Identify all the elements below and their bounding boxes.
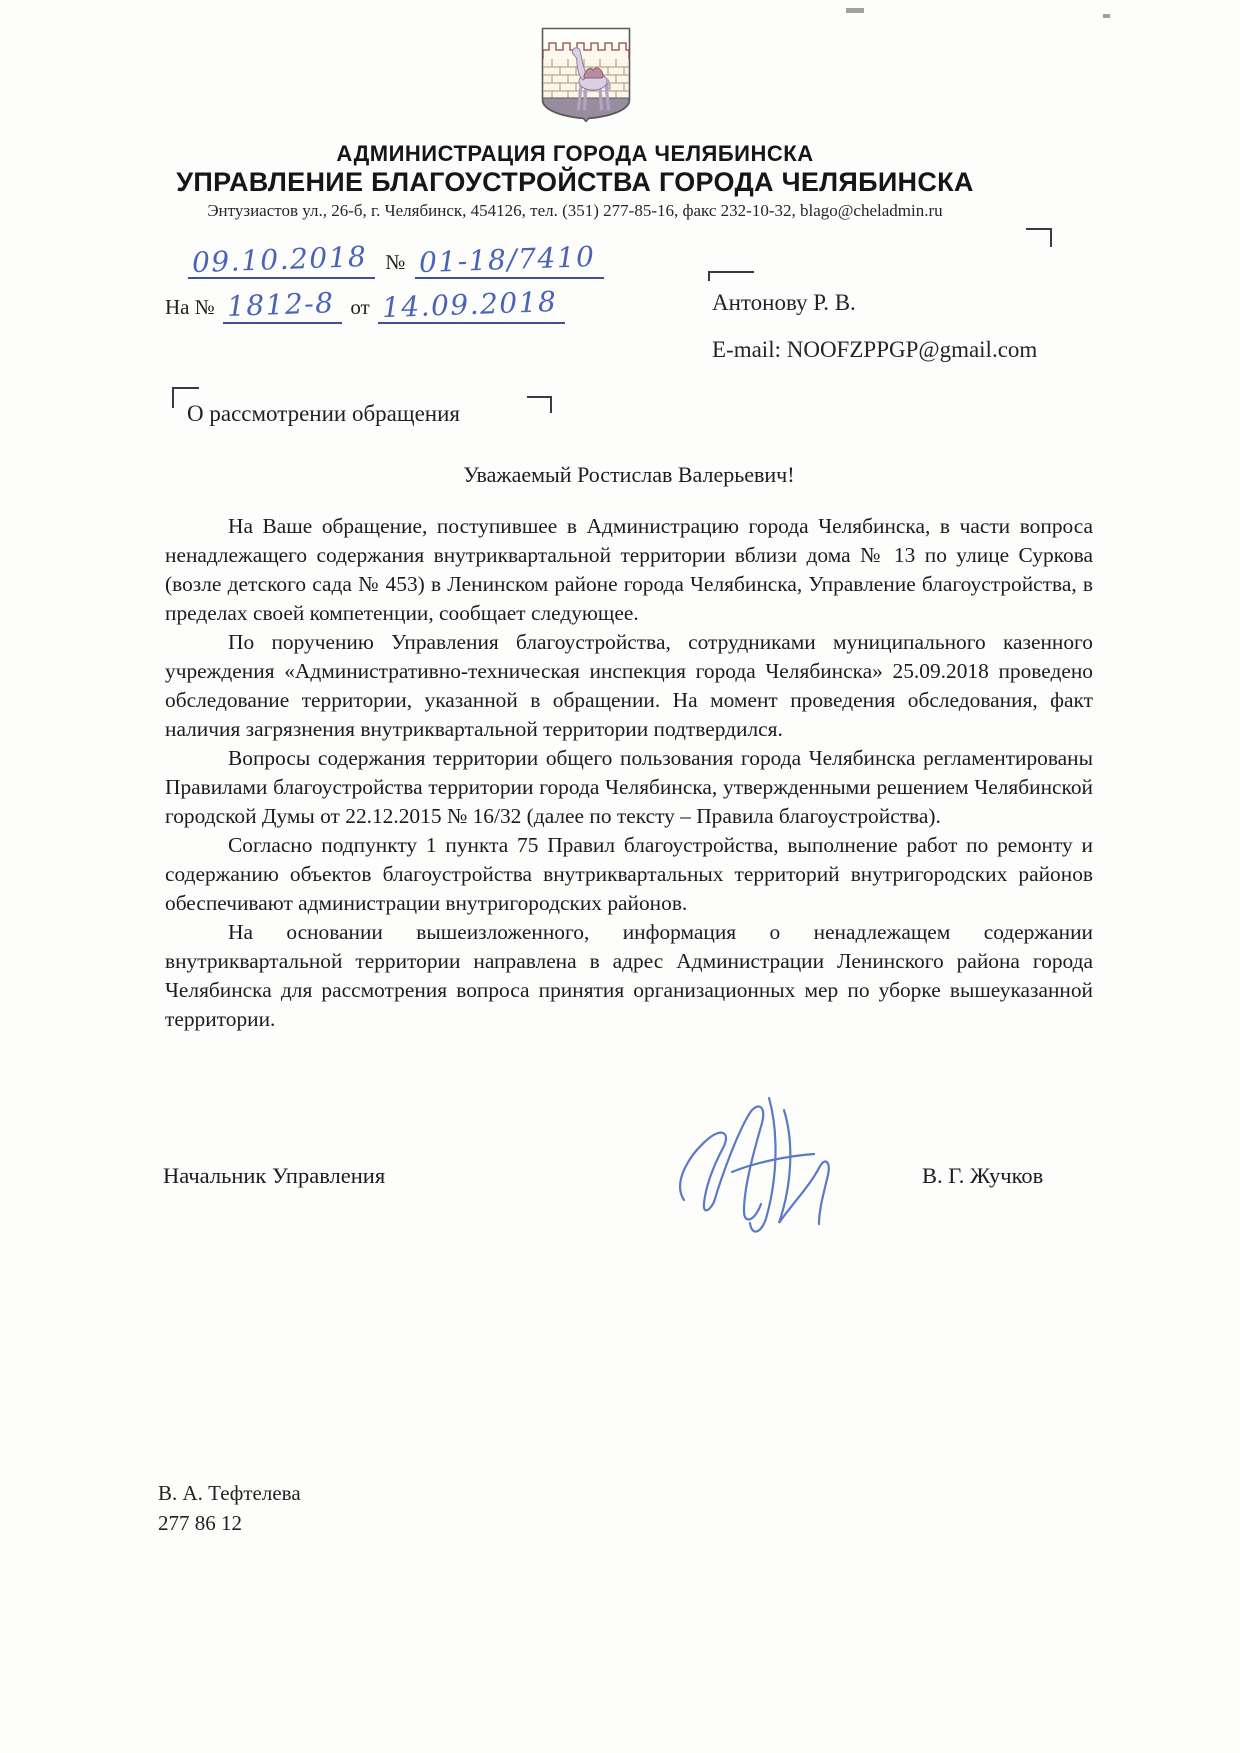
chelyabinsk-coat-of-arms-icon <box>540 26 632 127</box>
recipient-email: E-mail: NOOFZPPGP@gmail.com <box>712 337 1038 362</box>
reply-reference-line <box>165 285 565 325</box>
greeting-line: Уважаемый Ростислав Валерьевич! <box>463 462 795 487</box>
fold-mark-recipient-left <box>708 271 754 281</box>
executor-name: В. А. Тефтелева <box>158 1481 301 1505</box>
body-paragraph: На Ваше обращение, поступившее в Администрацию города Челябинска, в части вопроса ненадлежащего содержания внутриквартальной территории вблизи дома № 13 по улице Суркова (возле детского сада № 453) в Ленинском районе города Челябинска, Управление благоустройства, в пределах своей компетенции, сообщает следующее. <box>165 514 1093 625</box>
org-name-line1: АДМИНИСТРАЦИЯ ГОРОДА ЧЕЛЯБИНСКА <box>336 141 814 166</box>
signer-name: В. Г. Жучков <box>922 1163 1044 1188</box>
org-name-line2: УПРАВЛЕНИЕ БЛАГОУСТРОЙСТВА ГОРОДА ЧЕЛЯБИНСКА <box>176 167 974 197</box>
body-paragraph: На основании вышеизложенного, информация о ненадлежащем содержании внутриквартальной территории направлена в адрес Администрации Ленинского района города Челябинска для рассмотрения вопроса принятия организационных мер по уборке вышеуказанной территории. <box>165 920 1093 1031</box>
reply-prefix-label: На № <box>165 295 215 319</box>
executor-phone: 277 86 12 <box>158 1511 242 1535</box>
body-paragraph: По поручению Управления благоустройства, сотрудниками муниципального казенного учреждения «Административно-техническая инспекция города Челябинска» 25.09.2018 проведено обследование территории, указанной в обращении. На момент проведения обследования, факт наличия загрязнения внутриквартальной территории подтвердился. <box>165 630 1093 741</box>
signer-position: Начальник Управления <box>163 1163 386 1188</box>
subject-line: О рассмотрении обращения <box>187 401 460 426</box>
handwritten-signature <box>662 1082 872 1267</box>
reply-date-field: 14.09.2018 <box>378 288 565 324</box>
recipient-name: Антонову Р. В. <box>712 290 856 315</box>
reply-number-field: 1812-8 <box>223 288 343 324</box>
contact-info-line: Энтузиастов ул., 26-б, г. Челябинск, 454126, тел. (351) 277-85-16, факс 232-10-32, blago@cheladmin.ru <box>207 201 943 220</box>
outgoing-date-field: 09.10.2018 <box>188 243 375 279</box>
letter-body <box>165 512 1093 1034</box>
reply-from-label: от <box>350 295 370 319</box>
scan-artifact <box>846 8 864 13</box>
outgoing-number-field: 01-18/7410 <box>415 243 603 279</box>
body-paragraph: Согласно подпункту 1 пункта 75 Правил благоустройства, выполнение работ по ремонту и содержанию объектов благоустройства внутриквартальных территорий внутригородских районов обеспечивают администрации внутригородских районов. <box>165 833 1093 915</box>
fold-mark-top-right <box>1026 228 1052 247</box>
scan-artifact <box>1103 14 1110 18</box>
fold-mark-subject-right <box>527 396 552 413</box>
outgoing-reference-line <box>188 240 604 280</box>
body-paragraph: Вопросы содержания территории общего пользования города Челябинска регламентированы Правилами благоустройства территории города Челябинска, утвержденными решением Челябинской городской Думы от 22.12.2015 № 16/32 (далее по тексту – Правила благоустройства). <box>165 746 1093 828</box>
number-sign-label: № <box>385 250 406 274</box>
